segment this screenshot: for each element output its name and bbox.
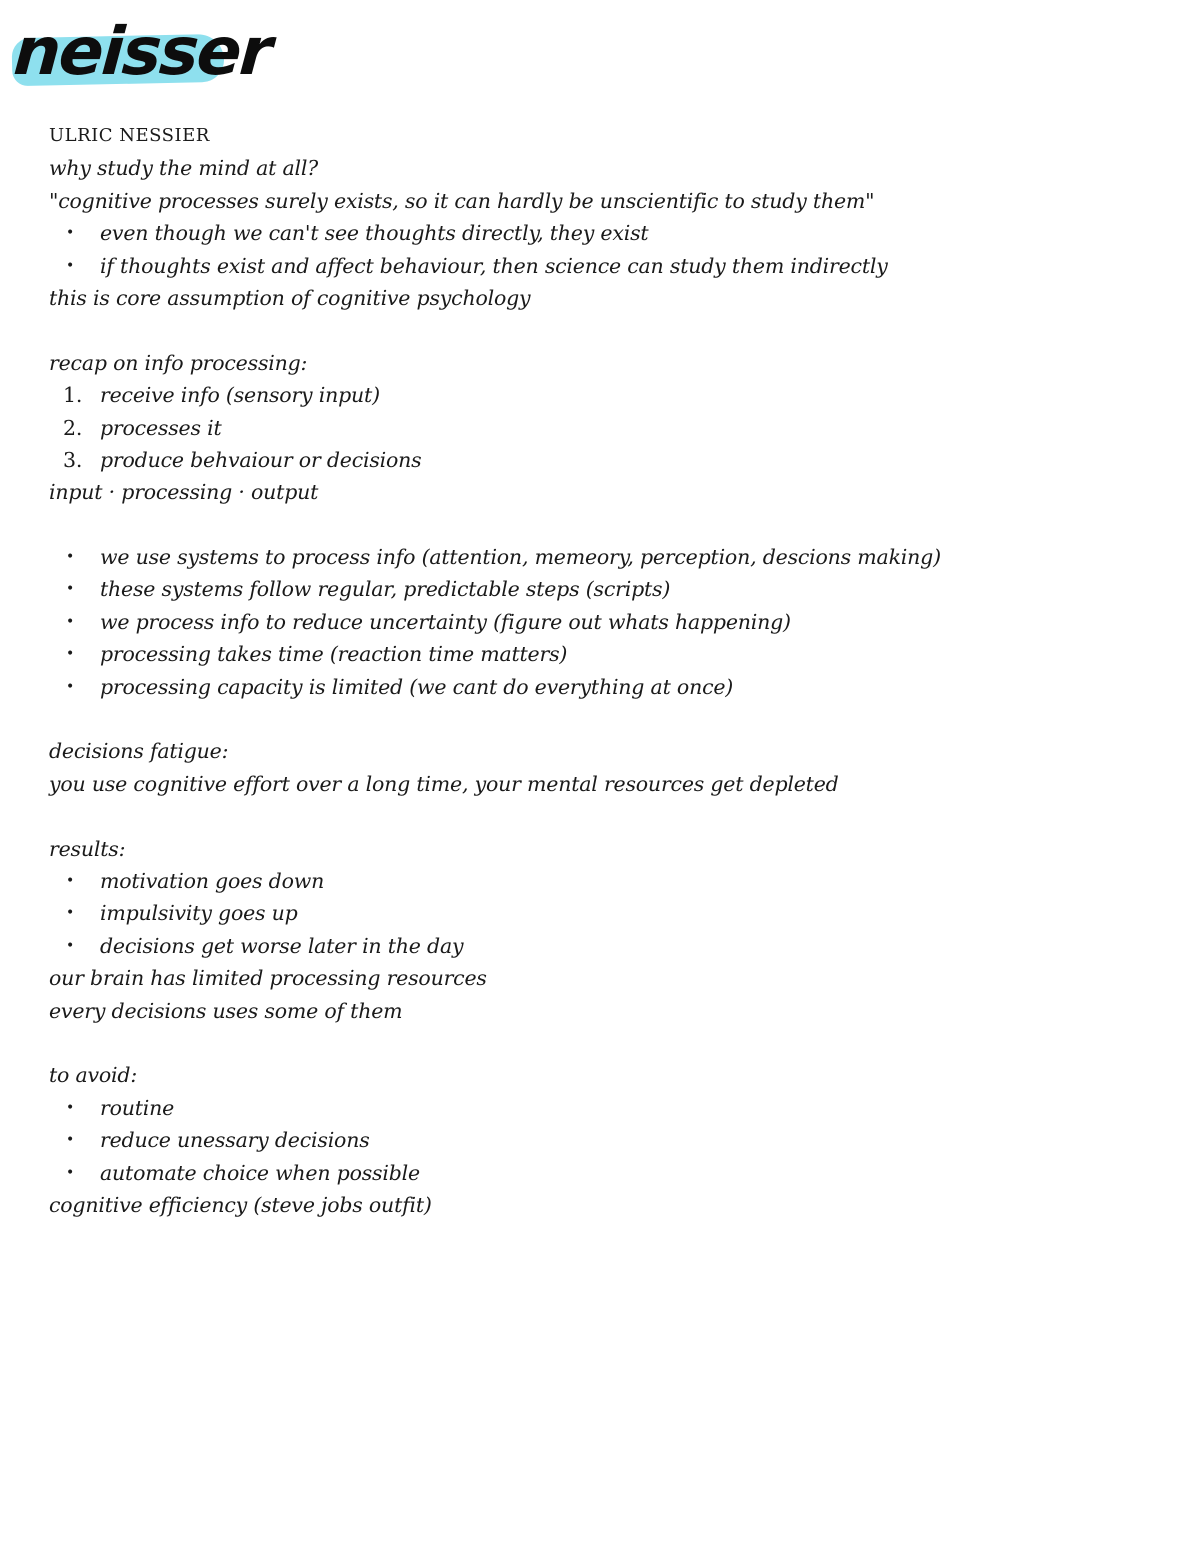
list-item (49, 930, 1149, 962)
list-item (49, 1124, 1149, 1156)
numbered-item-text: receive info (sensory input) (100, 383, 380, 408)
bullet-icon: • (66, 1164, 75, 1181)
list-item (49, 217, 1149, 249)
note-line: every decisions uses some of them (49, 998, 403, 1023)
list-item (49, 1157, 1149, 1189)
list-item-text: automate choice when possible (100, 1160, 420, 1185)
page-title: neisser (11, 13, 273, 90)
list-item (49, 671, 1149, 703)
definition-line: you use cognitive effort over a long time, your mental resources get depleted (49, 771, 839, 796)
list-item-text: these systems follow regular, predictable steps (scripts) (100, 577, 671, 602)
bullet-icon: • (66, 905, 75, 922)
list-item (49, 250, 1149, 282)
flow-line: input · processing · output (49, 480, 319, 505)
list-item-text: we use systems to process info (attention, memeory, perception, descions making) (100, 545, 941, 570)
list-item (49, 573, 1149, 605)
section-heading-info-processing: recap on info processing: (49, 350, 308, 375)
note-line: our brain has limited processing resources (49, 966, 487, 991)
section-heading-neisser: ULRIC NESSIER (49, 125, 210, 146)
title-block (11, 13, 273, 94)
bullet-icon: • (66, 257, 75, 274)
spacer (49, 703, 1149, 735)
numbered-item-text: processes it (100, 415, 222, 440)
list-item-text: even though we can't see thoughts directly, they exist (100, 221, 649, 246)
list-item-text: impulsivity goes up (100, 901, 298, 926)
section-heading-results: results: (49, 836, 126, 861)
conclusion-line: cognitive efficiency (steve jobs outfit) (49, 1192, 432, 1217)
section-heading-decision-fatigue: decisions fatigue: (49, 739, 229, 764)
bullet-icon: • (66, 872, 75, 889)
list-item (49, 897, 1149, 929)
numbered-item (49, 444, 1149, 476)
list-item-text: routine (100, 1095, 175, 1120)
bullet-icon: • (66, 1132, 75, 1149)
bullet-icon: • (66, 1099, 75, 1116)
list-item (49, 1092, 1149, 1124)
list-number: 1. (63, 383, 83, 408)
bullet-icon: • (66, 225, 75, 242)
list-item (49, 541, 1149, 573)
quote-line: "cognitive processes surely exists, so it can hardly be unscientific to study them" (49, 188, 875, 213)
numbered-item-text: produce behvaiour or decisions (100, 447, 422, 472)
numbered-item (49, 379, 1149, 411)
list-number: 3. (63, 447, 83, 472)
list-item-text: decisions get worse later in the day (100, 933, 464, 958)
spacer (49, 314, 1149, 346)
list-item-text: if thoughts exist and affect behaviour, then science can study them indirectly (100, 253, 888, 278)
list-item (49, 638, 1149, 670)
spacer (49, 800, 1149, 832)
section-heading-to-avoid: to avoid: (49, 1063, 138, 1088)
list-item (49, 865, 1149, 897)
list-item-text: processing capacity is limited (we cant do everything at once) (100, 674, 734, 699)
bullet-icon: • (66, 613, 75, 630)
list-item-text: processing takes time (reaction time matters) (100, 642, 568, 667)
question-line: why study the mind at all? (49, 156, 319, 181)
bullet-icon: • (66, 678, 75, 695)
bullet-icon: • (66, 549, 75, 566)
conclusion-line: this is core assumption of cognitive psychology (49, 285, 531, 310)
numbered-item (49, 412, 1149, 444)
spacer (49, 1027, 1149, 1059)
list-item-text: motivation goes down (100, 868, 325, 893)
bullet-icon: • (66, 581, 75, 598)
list-item-text: we process info to reduce uncertainty (figure out whats happening) (100, 609, 791, 634)
bullet-icon: • (66, 937, 75, 954)
list-number: 2. (63, 415, 83, 440)
bullet-icon: • (66, 646, 75, 663)
list-item (49, 606, 1149, 638)
list-item-text: reduce unessary decisions (100, 1128, 370, 1153)
spacer (49, 509, 1149, 541)
note-body (49, 120, 1149, 1221)
